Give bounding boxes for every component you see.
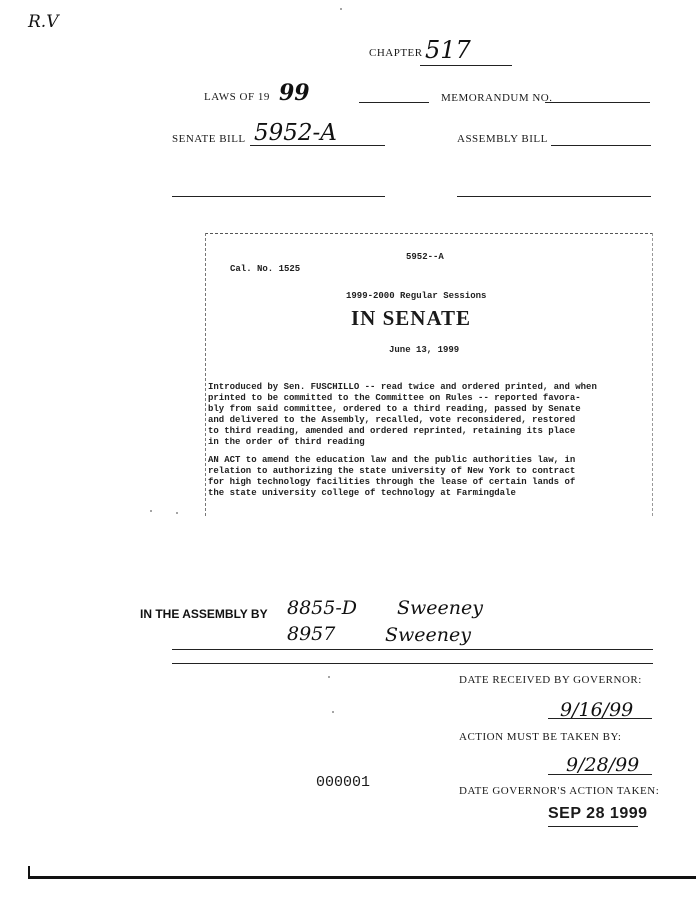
date-received-label: DATE RECEIVED BY GOVERNOR: [459,674,642,686]
memorandum-label: MEMORANDUM NO. [441,92,553,104]
introduced-line: Introduced by Sen. FUSCHILLO -- read twice and ordered printed, and when [208,382,597,392]
assembly-sponsor-2: Sweeney [385,624,471,646]
assembly-bill-1: 8855-D [287,597,358,619]
blank-line-left [172,196,385,197]
assembly-bill-label: ASSEMBLY BILL [457,133,548,145]
introduced-line: and delivered to the Assembly, recalled, vote reconsidered, restored [208,415,576,425]
senate-bill-line [250,145,385,146]
assembly-sponsor-1: Sweeney [397,597,483,619]
page-number: 000001 [316,774,371,791]
clipping-chamber: IN SENATE [351,306,472,330]
scan-speck [176,512,178,514]
clipping-act [208,455,648,499]
clipping-date: June 13, 1999 [389,345,460,355]
laws-year: 99 [279,80,310,106]
act-line: relation to authorizing the state university of New York to contract [208,466,576,476]
date-received-value: 9/16/99 [560,699,634,721]
act-line: for high technology facilities through the lease of certain lands of [208,477,576,487]
clipping-bill-number: 5952--A [406,252,444,262]
assembly-stamp-label: IN THE ASSEMBLY BY [140,607,268,621]
act-line: the state university college of technology at Farmingdale [208,488,516,498]
introduced-line: to third reading, amended and ordered reprinted, retaining its place [208,426,576,436]
date-action-line [548,826,638,827]
senate-bill-label: SENATE BILL [172,133,246,145]
date-received-line [548,718,652,719]
blank-line-right [457,196,651,197]
introduced-line: in the order of third reading [208,437,365,447]
action-must-value: 9/28/99 [566,754,640,776]
scan-speck [150,510,152,512]
scan-speck [332,711,334,713]
action-must-label: ACTION MUST BE TAKEN BY: [459,731,622,743]
scan-edge-line [28,876,696,879]
chapter-value: 517 [425,36,471,64]
date-action-label: DATE GOVERNOR'S ACTION TAKEN: [459,785,660,797]
scan-speck [328,676,330,678]
assembly-bill-2: 8957 [287,623,336,645]
clipping-cal-no: Cal. No. 1525 [230,264,301,274]
chapter-line [420,65,512,66]
memorandum-line [545,102,650,103]
clipping-introduced [208,382,648,448]
act-line: AN ACT to amend the education law and the public authorities law, in [208,455,576,465]
corner-note: R.V [28,12,59,32]
scan-speck [340,8,342,10]
assembly-bill-line [551,145,651,146]
date-action-stamp: SEP 28 1999 [548,805,648,822]
introduced-line: bly from said committee, ordered to a third reading, passed by Senate [208,404,581,414]
laws-label: LAWS OF 19 [204,91,270,103]
senate-bill-value: 5952-A [254,120,337,146]
bill-clipping [205,233,653,516]
introduced-line: printed to be committed to the Committee on Rules -- reported favora- [208,393,581,403]
assembly-line-2 [172,663,653,664]
chapter-label: CHAPTER [369,47,423,59]
clipping-session: 1999-2000 Regular Sessions [346,291,487,301]
action-must-line [548,774,652,775]
scan-edge-tick [28,866,30,878]
laws-line [359,102,429,103]
assembly-line-1 [172,649,653,650]
